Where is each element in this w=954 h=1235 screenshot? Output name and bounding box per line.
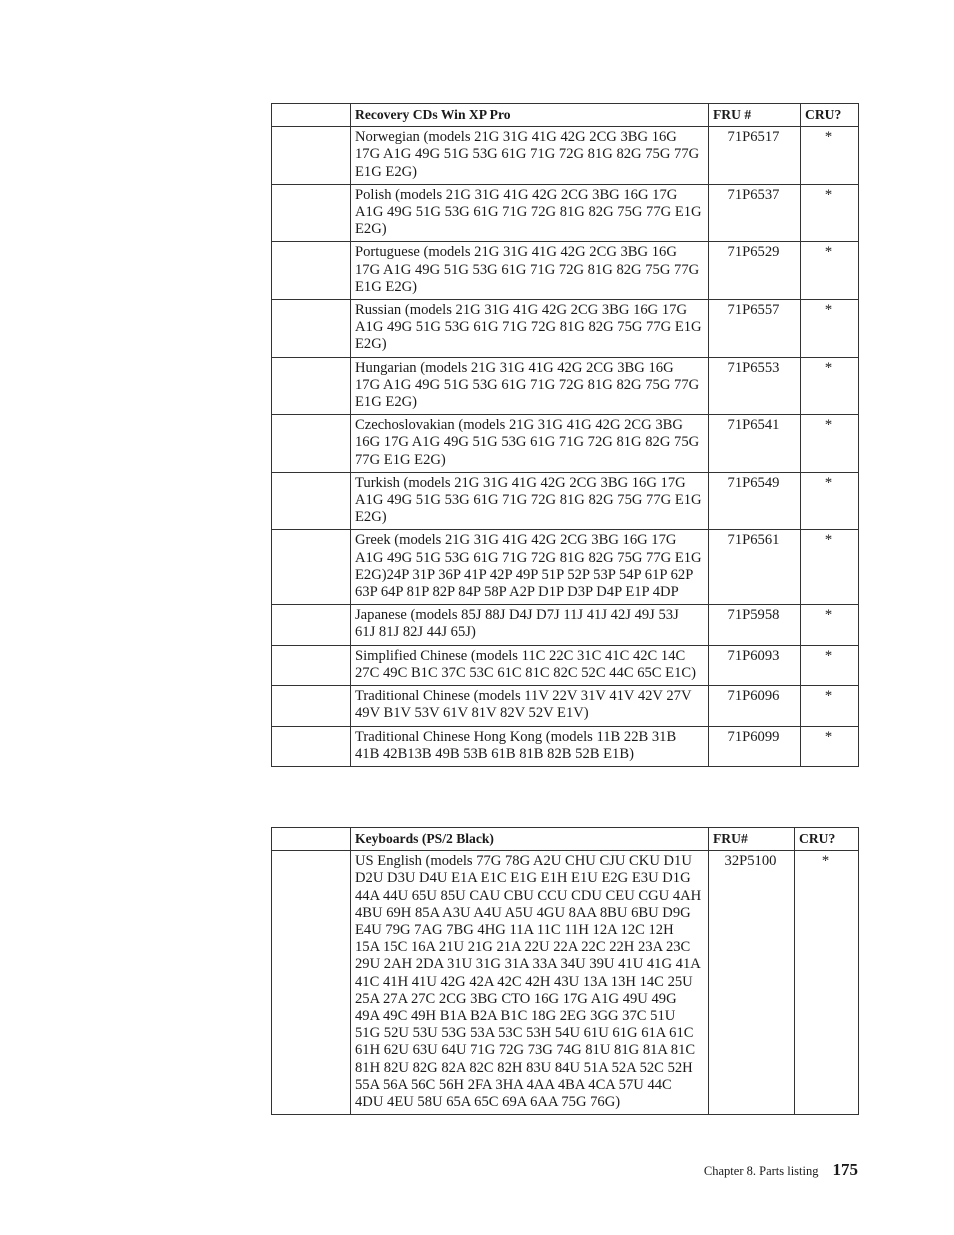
cru-cell: * [795, 851, 859, 1115]
blank-cell [272, 127, 351, 185]
keyboards-table [271, 827, 859, 1115]
header-description: Recovery CDs Win XP Pro [351, 104, 709, 127]
blank-cell [272, 184, 351, 242]
cru-cell: * [801, 472, 859, 530]
chapter-title: Chapter 8. Parts listing [703, 1164, 819, 1178]
table-row [272, 605, 859, 645]
description-cell: Turkish (models 21G 31G 41G 42G 2CG 3BG 16G 17G A1G 49G 51G 53G 61G 71G 72G 81G 82G 75G 77G E1G E2G) [351, 472, 709, 530]
cru-cell: * [801, 530, 859, 605]
fru-cell: 71P6549 [709, 472, 801, 530]
fru-cell: 71P6093 [709, 645, 801, 685]
cru-cell: * [801, 184, 859, 242]
page-number: 175 [832, 1160, 858, 1179]
description-cell: US English (models 77G 78G A2U CHU CJU CKU D1U D2U D3U D4U E1A E1C E1G E1H E1U E2G E3U D1G 44A 44U 65U 85U CAU CBU CCU CDU CEU CGU 4AH 4BU 69H 85A A3U A4U A5U 4GU 8AA 8BU 6BU D9G E4U 79G 7AG 7BG 4HG 11A 11C 11H 12A 12C 12H 15A 15C 16A 21U 21G 21A 22U 22A 22C 22H 23A 23C 29U 2AH 2DA 31U 31G 31A 33A 34U 39U 41U 41G 41A 41C 41H 41U 42G 42A 42C 42H 43U 13A 13H 14C 25U 25A 27A 27C 2CG 3BG CTO 16G 17G A1G 49U 49G 49A 49C 49H B1A B2A B1C 18G 2EG 3GG 37C 51U 51G 52U 53U 53G 53A 53C 53H 54U 61U 61G 61A 61C 61H 62U 63U 64U 71G 72G 73G 74G 81U 81G 81A 81C 81H 82U 82G 82A 82C 82H 83U 84U 51A 52A 52C 52H 55A 56A 56C 56H 2FA 3HA 4AA 4BA 4CA 57U 44C 4DU 4EU 58U 65A 65C 69A 6AA 75G 76G) [351, 851, 709, 1115]
blank-cell [272, 242, 351, 300]
header-cru: CRU? [801, 104, 859, 127]
table-row [272, 184, 859, 242]
table-row [272, 686, 859, 726]
fru-cell: 71P6517 [709, 127, 801, 185]
blank-cell [272, 851, 351, 1115]
fru-cell: 71P6529 [709, 242, 801, 300]
fru-cell: 71P6099 [709, 726, 801, 766]
description-cell: Simplified Chinese (models 11C 22C 31C 41C 42C 14C 27C 49C B1C 37C 53C 61C 81C 82C 52C 44C 65C E1C) [351, 645, 709, 685]
header-blank [272, 104, 351, 127]
cru-cell: * [801, 415, 859, 473]
description-cell: Portuguese (models 21G 31G 41G 42G 2CG 3BG 16G 17G A1G 49G 51G 53G 61G 71G 72G 81G 82G 75G 77G E1G E2G) [351, 242, 709, 300]
fru-cell: 71P6096 [709, 686, 801, 726]
table-row [272, 851, 859, 1115]
header-fru: FRU# [709, 828, 795, 851]
cru-cell: * [801, 242, 859, 300]
blank-cell [272, 686, 351, 726]
fru-cell: 71P6557 [709, 300, 801, 358]
cru-cell: * [801, 300, 859, 358]
header-description: Keyboards (PS/2 Black) [351, 828, 709, 851]
description-cell: Russian (models 21G 31G 41G 42G 2CG 3BG 16G 17G A1G 49G 51G 53G 61G 71G 72G 81G 82G 75G 77G E1G E2G) [351, 300, 709, 358]
blank-cell [272, 300, 351, 358]
cru-cell: * [801, 605, 859, 645]
table-row [272, 645, 859, 685]
description-cell: Czechoslovakian (models 21G 31G 41G 42G 2CG 3BG 16G 17G A1G 49G 51G 53G 61G 71G 72G 81G 82G 75G 77G E1G E2G) [351, 415, 709, 473]
table-row [272, 530, 859, 605]
header-cru: CRU? [795, 828, 859, 851]
blank-cell [272, 357, 351, 415]
fru-cell: 71P6561 [709, 530, 801, 605]
cru-cell: * [801, 645, 859, 685]
description-cell: Norwegian (models 21G 31G 41G 42G 2CG 3BG 16G 17G A1G 49G 51G 53G 61G 71G 72G 81G 82G 75G 77G E1G E2G) [351, 127, 709, 185]
blank-cell [272, 726, 351, 766]
table-row [272, 415, 859, 473]
description-cell: Greek (models 21G 31G 41G 42G 2CG 3BG 16G 17G A1G 49G 51G 53G 61G 71G 72G 81G 82G 75G 77G E1G E2G)24P 31P 36P 41P 42P 49P 51P 52P 53P 54P 61P 62P 63P 64P 81P 82P 84P 58P A2P D1P D3P D4P E1P 4DP [351, 530, 709, 605]
blank-cell [272, 415, 351, 473]
table-row [272, 300, 859, 358]
fru-cell: 71P5958 [709, 605, 801, 645]
header-blank [272, 828, 351, 851]
blank-cell [272, 472, 351, 530]
fru-cell: 32P5100 [709, 851, 795, 1115]
fru-cell: 71P6537 [709, 184, 801, 242]
cru-cell: * [801, 726, 859, 766]
table-row [272, 726, 859, 766]
description-cell: Hungarian (models 21G 31G 41G 42G 2CG 3BG 16G 17G A1G 49G 51G 53G 61G 71G 72G 81G 82G 75G 77G E1G E2G) [351, 357, 709, 415]
header-fru: FRU # [709, 104, 801, 127]
table-row [272, 357, 859, 415]
blank-cell [272, 530, 351, 605]
table-header-row [272, 828, 859, 851]
cru-cell: * [801, 686, 859, 726]
fru-cell: 71P6541 [709, 415, 801, 473]
recovery-cds-table [271, 103, 859, 767]
description-cell: Traditional Chinese Hong Kong (models 11B 22B 31B 41B 42B13B 49B 53B 61B 81B 82B 52B E1B) [351, 726, 709, 766]
table-row [272, 472, 859, 530]
table-row [272, 127, 859, 185]
description-cell: Traditional Chinese (models 11V 22V 31V 41V 42V 27V 49V B1V 53V 61V 81V 82V 52V E1V) [351, 686, 709, 726]
table-header-row [272, 104, 859, 127]
blank-cell [272, 645, 351, 685]
blank-cell [272, 605, 351, 645]
page-footer [704, 1160, 858, 1180]
description-cell: Polish (models 21G 31G 41G 42G 2CG 3BG 16G 17G A1G 49G 51G 53G 61G 71G 72G 81G 82G 75G 77G E1G E2G) [351, 184, 709, 242]
cru-cell: * [801, 357, 859, 415]
table-row [272, 242, 859, 300]
description-cell: Japanese (models 85J 88J D4J D7J 11J 41J 42J 49J 53J 61J 81J 82J 44J 65J) [351, 605, 709, 645]
fru-cell: 71P6553 [709, 357, 801, 415]
cru-cell: * [801, 127, 859, 185]
